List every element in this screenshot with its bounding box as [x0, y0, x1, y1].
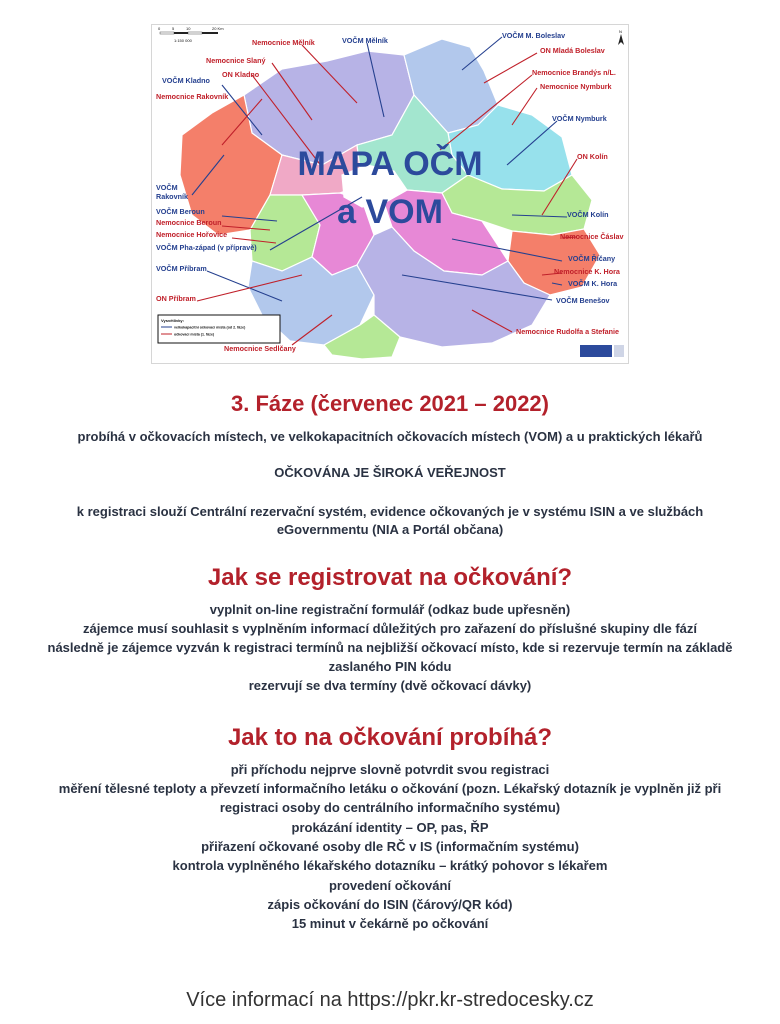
phase-line-1: probíhá v očkovacích místech, ve velkokapacitních očkovacích místech (VOM) a u praktických lékařů [77, 429, 703, 444]
process-line: měření tělesné teploty a převzetí informačního letáku o očkování (pozn. Lékařský dotazník je vyplněn již při [58, 781, 722, 796]
map-label: Nemocnice Nymburk [540, 82, 612, 91]
map-label: Nemocnice Čáslav [560, 232, 624, 241]
map-label: VOČM Říčany [568, 254, 616, 263]
phase-line-2: OČKOVÁNA JE ŠIROKÁ VEŘEJNOST [274, 465, 506, 480]
map-label: ON Kolín [577, 152, 608, 161]
process-line: zápis očkování do ISIN (čárový/QR kód) [267, 897, 513, 912]
map-label: VOČM Beroun [156, 207, 205, 216]
register-line: následně je zájemce vyzván k registraci termínů na nejbližší očkovací místo, kde si rezervuje termín na základě [47, 640, 733, 655]
svg-text:N: N [619, 29, 622, 34]
map-label: VOČM Benešov [556, 296, 610, 305]
process-line: prokázání identity – OP, pas, ŘP [291, 820, 489, 835]
map-label: Nemocnice Rudolfa a Stefanie [516, 327, 620, 336]
register-line: vyplnit on-line registrační formulář (odkaz bude upřesněn) [209, 602, 571, 617]
scale-tick-5: 5 [172, 26, 175, 31]
map-label: Rakovník [156, 192, 188, 201]
map-label: VOČM Pha-západ (v přípravě) [156, 243, 257, 252]
map-legend [158, 315, 280, 343]
map-label: ON Kladno [222, 70, 260, 79]
svg-text:očkovací místa (1. fáze): očkovací místa (1. fáze) [174, 332, 215, 337]
region-map [151, 24, 629, 364]
scale-tick-0: 0 [158, 26, 161, 31]
phase-heading: 3. Fáze (červenec 2021 – 2022) [230, 391, 549, 416]
register-line: rezervují se dva termíny (dvě očkovací dávky) [248, 678, 532, 693]
map-label: VOČM Kolín [567, 210, 609, 219]
map-title-line2: a VOM [337, 193, 443, 231]
process-heading: Jak to na očkování probíhá? [227, 724, 553, 751]
register-heading: Jak se registrovat na očkování? [207, 564, 573, 591]
map-label: Nemocnice Beroun [156, 218, 222, 227]
map-label: VOČM Kladno [162, 76, 210, 85]
map-label: Nemocnice Rakovník [156, 92, 229, 101]
map-label: ON Příbram [156, 294, 196, 303]
map-logo [580, 345, 624, 357]
map-label: Nemocnice K. Hora [554, 267, 620, 276]
map-label: Nemocnice Brandýs n/L. [532, 68, 616, 77]
register-line: zájemce musí souhlasit s vyplněním informací důležitých pro zařazení do příslušné skupiny dle fází [82, 621, 698, 636]
scale-tick-20: 20 Km [212, 26, 224, 31]
process-line: registraci osoby do centrálního informačního systému) [219, 800, 561, 815]
map-label: VOČM Mělník [342, 36, 388, 45]
map-label: Nemocnice Sedlčany [224, 344, 296, 353]
process-line: 15 minut v čekárně po očkování [291, 916, 489, 931]
map-label: Nemocnice Mělník [252, 38, 315, 47]
map-label: VOČM Příbram [156, 264, 207, 273]
map-label: VOČM M. Boleslav [502, 31, 566, 40]
register-line: zaslaného PIN kódu [328, 659, 452, 674]
phase-line-3b: eGovernmentu (NIA a Portál občana) [276, 522, 504, 537]
process-line: přiřazení očkované osoby dle RČ v IS (informačním systému) [201, 839, 579, 854]
map-canvas [152, 25, 629, 364]
scale-tick-10: 10 [186, 26, 191, 31]
map-scale-bar [158, 26, 224, 43]
footer-info-link[interactable]: Více informací na https://pkr.kr-stredocesky.cz [186, 989, 594, 1011]
process-line: provedení očkování [328, 878, 452, 893]
process-line: při příchodu nejprve slovně potvrdit svou registraci [230, 762, 550, 777]
map-title-line1: MAPA OČM [297, 145, 483, 183]
phase-line-3a: k registraci slouží Centrální rezervační systém, evidence očkovaných je v systému ISIN a ve službách [76, 504, 704, 519]
map-label: Nemocnice Slaný [206, 56, 266, 65]
scale-ratio: 1:150 000 [174, 38, 192, 43]
svg-text:velkokapacitní očkovací místa: velkokapacitní očkovací místa (od 2. fáze) [174, 325, 246, 330]
svg-text:Vysvětlivky:: Vysvětlivky: [161, 318, 184, 323]
map-label: VOČM [156, 183, 178, 192]
map-label: VOČM K. Hora [568, 279, 618, 288]
map-label: Nemocnice Hořovice [156, 230, 228, 239]
map-label: ON Mladá Boleslav [540, 46, 605, 55]
map-label: VOČM Nymburk [552, 114, 607, 123]
north-arrow-icon [618, 29, 624, 45]
process-line: kontrola vyplněného lékařského dotazníku – krátký pohovor s lékařem [172, 858, 608, 873]
